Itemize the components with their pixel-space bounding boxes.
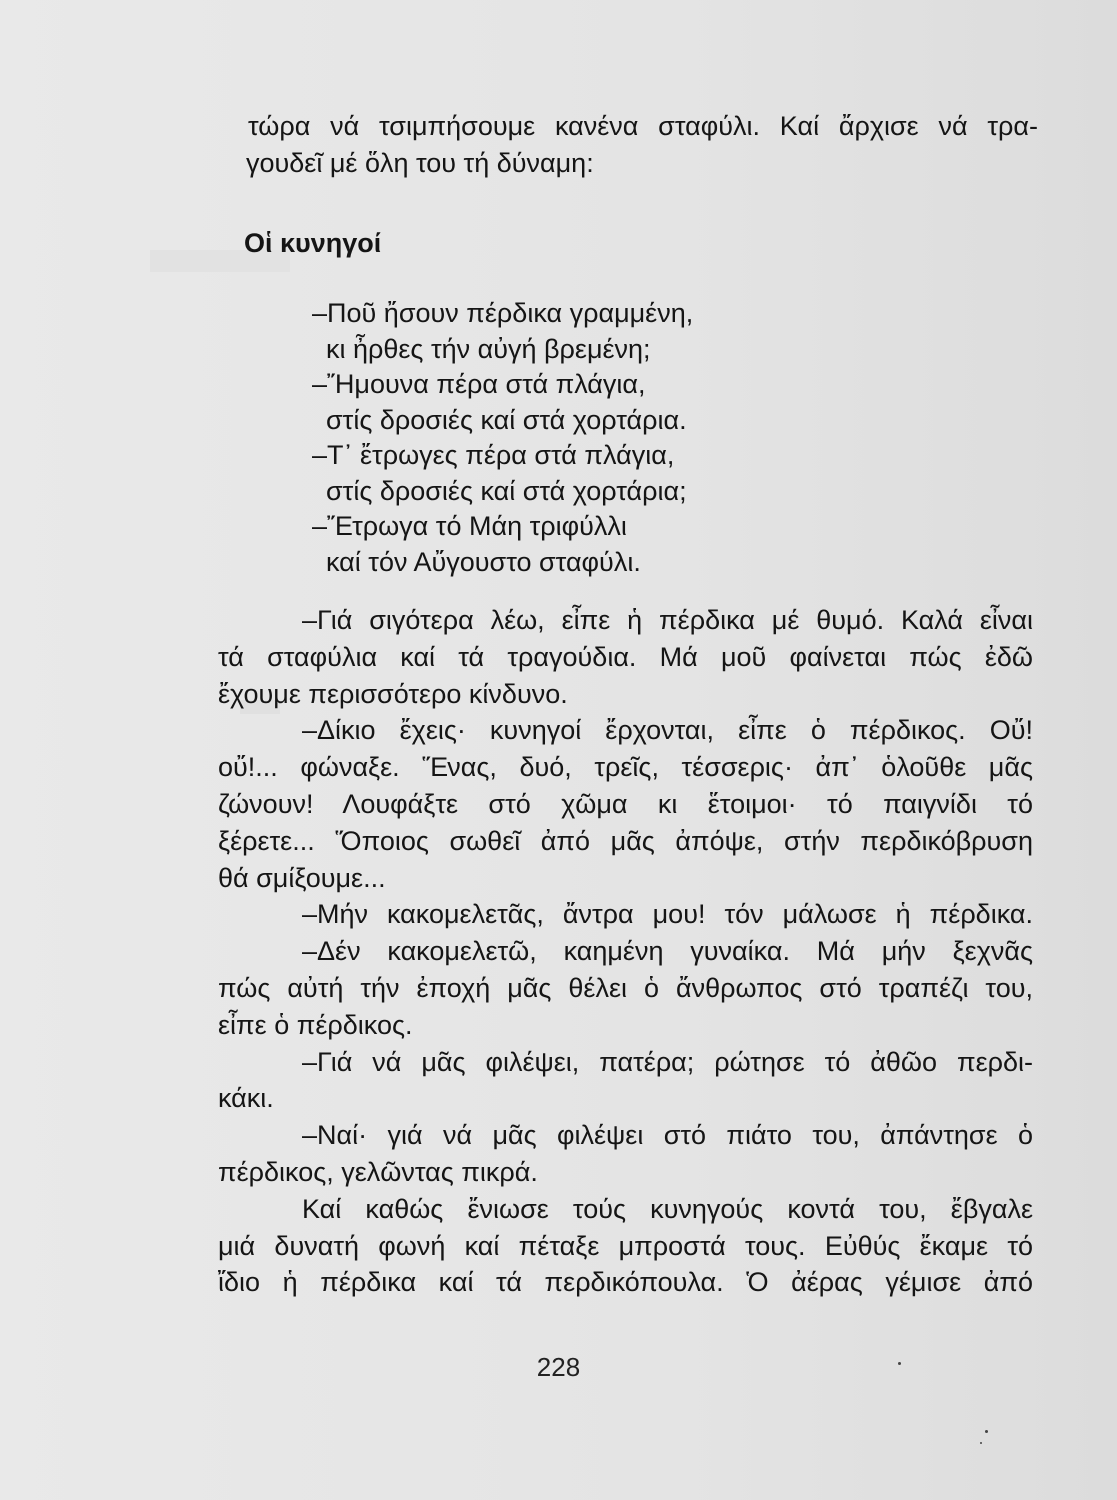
text-line: Καί καθώς ἔνιωσε τούς κυνηγούς κοντά του, ἔβγαλε [302,1193,1033,1224]
poem-line: –Ποῦ ἤσουν πέρδικα γραμμένη, [312,298,694,328]
prose-body [218,602,1033,1301]
text-line: πέρδικος, γελῶντας πικρά. [218,1156,538,1187]
text-line: πώς αὐτή τήν ἐποχή μᾶς θέλει ὁ ἄνθρωπος στό τραπέζι του, [218,972,1033,1003]
poem-line: –Ἔτρωγα τό Μάη τριφύλλι [312,511,627,541]
scan-speck [898,1362,901,1365]
text-line: –Μήν κακομελετᾶς, ἄντρα μου! τόν μάλωσε ἡ πέρδικα. [302,899,1033,930]
text-line: ζώνουν! Λουφάξτε στό χῶμα κι ἕτοιμοι· τό παιγνίδι τό [218,788,1033,819]
text-line: –Δίκιο ἔχεις· κυνηγοί ἔρχονται, εἶπε ὁ πέρδικος. Οὔ! [302,715,1033,746]
text-line: ξέρετε... Ὅποιος σωθεῖ ἀπό μᾶς ἀπόψε, στήν περδικόβρυση [218,825,1033,856]
text-line: μιά δυνατή φωνή καί πέταξε μπροστά τους. Εὐθύς ἔκαμε τό [218,1230,1033,1261]
text-line: εἶπε ὁ πέρδικος. [218,1009,413,1040]
section-heading: Οἱ κυνηγοί [244,228,382,258]
poem-line: στίς δροσιές καί στά χορτάρια. [326,404,687,435]
page-number: 228 [536,1352,581,1382]
scan-speck [985,1430,988,1433]
intro-paragraph [218,108,1038,182]
text-line: –Γιά σιγότερα λέω, εἶπε ἡ πέρδικα μέ θυμό. Καλά εἶναι [302,605,1033,635]
text-line: ἴδιο ἡ πέρδικα καί τά περδικόπουλα. Ὁ ἀέρας γέμισε ἀπό [218,1267,1033,1298]
text-line: τά σταφύλια καί τά τραγούδια. Μά μοῦ φαίνεται πώς ἐδῶ [218,641,1033,672]
text-line: –Γιά νά μᾶς φιλέψει, πατέρα; ρώτησε τό ἀθῶο περδι- [302,1046,1033,1077]
poem [312,296,693,580]
text-line: γουδεῖ μέ ὅλη του τή δύναμη: [246,148,594,178]
poem-line: κι ἦρθες τήν αὐγή βρεμένη; [326,333,651,364]
poem-line: –Τ᾽ ἔτρωγες πέρα στά πλάγια, [312,440,675,470]
text-line: θά σμίξουμε... [218,862,386,893]
poem-line: –Ἤμουνα πέρα στά πλάγια, [312,369,646,399]
poem-line: καί τόν Αὔγουστο σταφύλι. [326,546,641,577]
scan-speck [980,1442,982,1444]
text-line: –Ναί· γιά νά μᾶς φιλέψει στό πιάτο του, ἀπάντησε ὁ [302,1120,1033,1151]
text-line: –Δέν κακομελετῶ, καημένη γυναίκα. Μά μήν ξεχνᾶς [302,936,1033,967]
text-line: κάκι. [218,1083,274,1114]
text-line: οὔ!... φώναξε. Ἕνας, δυό, τρεῖς, τέσσερις· ἀπ᾽ ὁλοῦθε μᾶς [218,752,1033,783]
text-line: ἔχουμε περισσότερο κίνδυνο. [218,678,568,709]
poem-line: στίς δροσιές καί στά χορτάρια; [326,475,687,506]
text-line: τώρα νά τσιμπήσουμε κανένα σταφύλι. Καί ἄρχισε νά τρα- [248,111,1038,141]
